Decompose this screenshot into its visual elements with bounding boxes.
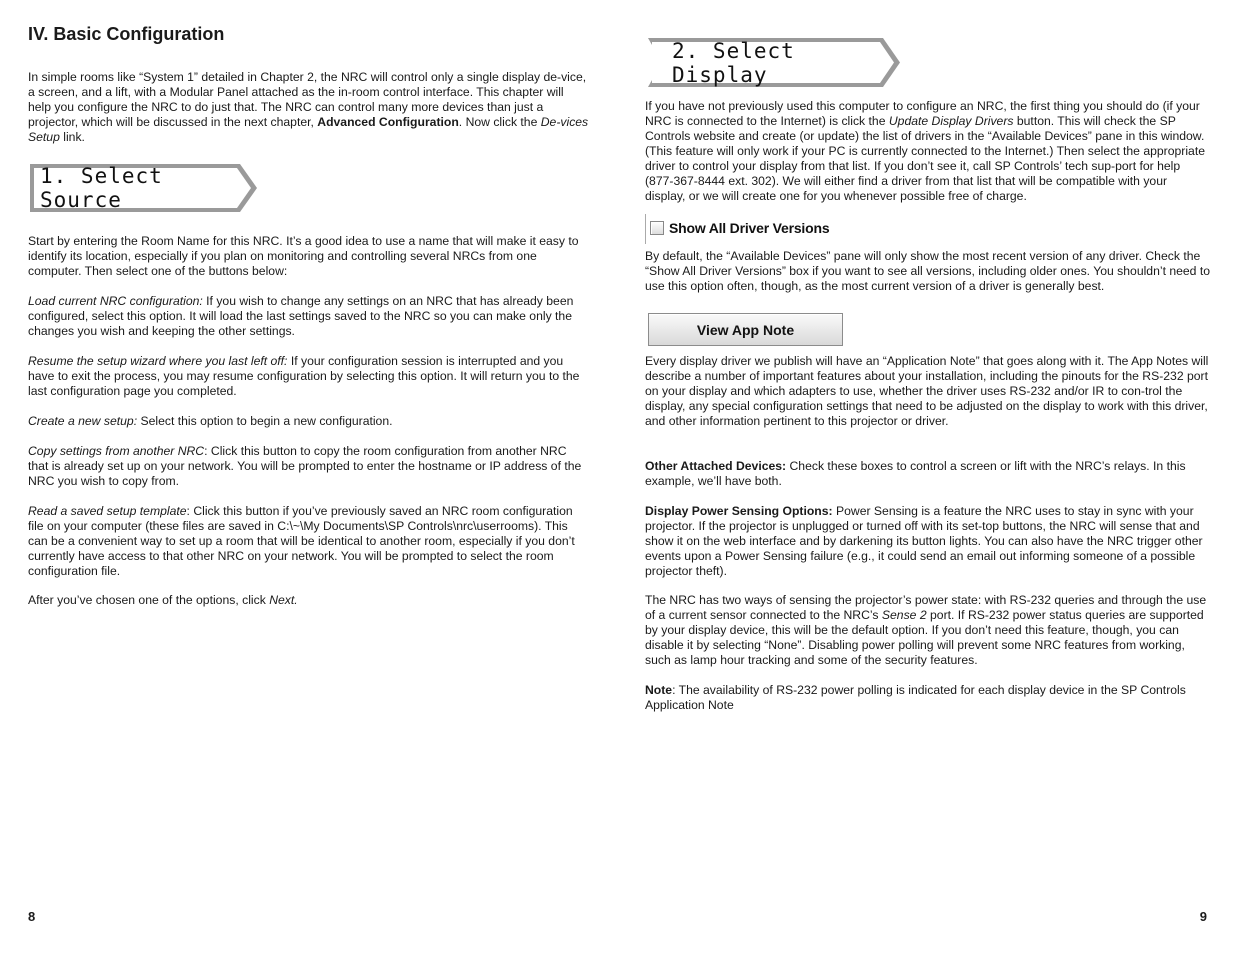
show-all-driver-versions-label: Show All Driver Versions xyxy=(669,220,830,236)
intro-text-1: In simple rooms like “System 1” detailed in Chapter 2, the NRC will control only a single display de-vice, a screen, and a lift, with a Modular Panel attached as the in-room control interface. This chapter will help you configure the NRC to do just that. The NRC can control many more devices than just a projector, which will be discussed in the next chapter, xyxy=(28,70,587,129)
power-state-italic: Sense 2 xyxy=(881,608,927,622)
start-paragraph: Start by entering the Room Name for this NRC. It’s a good idea to use a name that will make it easy to identify its location, especially if you plan on monitoring and controlling several NRCs from one computer. Then select one of the buttons below: xyxy=(28,234,579,278)
power-sensing-text: Power Sensing is a feature the NRC uses to stay in sync with your projector. If the projector is unplugged or turned off with its set-top buttons, the NRC will sense that and show it on the web interface and by darkening its button lights. You can also have the NRC trigger other events upon a Power Sensing failure (e.g., it could send an email out informing someone of a possible projector theft). xyxy=(645,504,1203,578)
note-term: Note xyxy=(645,683,673,697)
after-paragraph xyxy=(28,593,590,608)
read-template-text: : Click this button if you’ve previously saved an NRC room configuration file on your computer (these files are saved in C:\~\My Documents\SP Controls\nrc\userrooms). This can be a convenient way to set up a room that will be identical to another room, especially if you don’t currently have access to that other NRC on your network. You will be prompted to select the room configuration file. xyxy=(28,504,575,578)
read-template-paragraph xyxy=(28,504,590,579)
create-text: Select this option to begin a new configuration. xyxy=(137,414,393,428)
copy-text: : Click this button to copy the room configuration from another NRC that is already set up on your network. You will be prompted to enter the hostname or IP address of the NRC you wish to copy from. xyxy=(28,444,582,488)
intro-paragraph xyxy=(28,70,590,145)
power-sensing-term: Display Power Sensing Options: xyxy=(645,504,833,518)
intro-text-3: link. xyxy=(59,130,85,144)
other-devices-text: Check these boxes to control a screen or lift with the NRC’s relays. In this example, we’ll have both. xyxy=(645,459,1186,488)
app-note-paragraph: Every display driver we publish will have an “Application Note” that goes along with it. The App Notes will describe a number of important features about your installation, including the pinouts for the RS-232 port on your display and which adapters to use, whether the driver uses RS-232 and/or IR to con-trol the display, any special configuration settings that need to be adjusted on the display to work with this driver, and other information pertinent to this projector or driver. xyxy=(645,354,1209,428)
available-devices-paragraph: By default, the “Available Devices” pane will only show the most recent version of any driver. Check the “Show All Driver Versions” box if you want to see all versions, including older ones. You shouldn’t need to use this option often, though, as the most current version of a driver is generally best. xyxy=(645,249,1211,293)
copy-paragraph xyxy=(28,444,590,489)
chapter-heading: IV. Basic Configuration xyxy=(28,24,225,44)
divider-line xyxy=(645,214,646,244)
power-state-text-2: port. If RS-232 power status queries are supported by your display device, this will be the default option. If you don’t need this feature, though, you can disable it by selecting “None”. Disabling power polling will prevent some NRC features from working, such as lamp hour tracking and some of the security features. xyxy=(645,608,1204,667)
badge-label: 2. Select Display xyxy=(672,38,795,87)
select-display-badge xyxy=(648,38,900,87)
page-number-left: 8 xyxy=(28,909,36,924)
right-page xyxy=(645,0,1210,954)
load-config-paragraph xyxy=(28,294,590,339)
update-drivers-paragraph xyxy=(645,99,1210,204)
page-number-right: 9 xyxy=(1199,909,1207,924)
left-page xyxy=(28,0,590,954)
update-drivers-text-1: If you have not previously used this computer to configure an NRC, the first thing you should do (if your NRC is connected to the Internet) is click the xyxy=(645,99,1200,128)
note-text: : The availability of RS-232 power polling is indicated for each display device in the SP Controls Application Note xyxy=(645,683,1186,712)
view-app-note-button[interactable]: View App Note xyxy=(648,313,843,346)
create-paragraph xyxy=(28,414,590,429)
note-paragraph xyxy=(645,683,1210,713)
badge-label: 1. Select Source xyxy=(40,164,163,212)
intro-text-2: . Now click the xyxy=(458,115,541,129)
load-config-term: Load current NRC configuration: xyxy=(28,294,203,308)
update-drivers-italic: Update Display Drivers xyxy=(888,114,1014,128)
intro-italic: De-vices Setup xyxy=(28,115,589,144)
copy-term: Copy settings from another NRC xyxy=(28,444,205,458)
create-term: Create a new setup: xyxy=(28,414,138,428)
power-state-text-1: The NRC has two ways of sensing the projector’s power state: with RS-232 queries and through the use of a current sensor connected to the NRC’s xyxy=(645,593,1207,622)
resume-paragraph xyxy=(28,354,590,399)
other-devices-paragraph xyxy=(645,459,1210,489)
show-all-driver-versions-checkbox-row[interactable] xyxy=(650,220,829,236)
other-devices-term: Other Attached Devices: xyxy=(645,459,787,473)
resume-term: Resume the setup wizard where you last left off: xyxy=(28,354,288,368)
show-all-driver-versions-checkbox[interactable] xyxy=(650,221,664,235)
power-sensing-paragraph xyxy=(645,504,1210,579)
update-drivers-text-2: button. This will check the SP Controls website and create (or update) the list of drivers in the “Available Devices” pane in this window. (This feature will only work if your PC is currently connected to the Internet.) Then select the appropriate driver to control your display from that list. If you don’t see it, call SP Controls’ tech sup-port for help (877-367-8444 ext. 302). We will either find a driver from that list that will be compatible with your display, or we will create one for you whenever possible free of charge. xyxy=(645,114,1205,203)
intro-bold: Advanced Configuration xyxy=(317,115,459,129)
resume-text: If your configuration session is interrupted and you have to exit the process, you may resume configuration by selecting this option. It will return you to the last configuration page you completed. xyxy=(28,354,580,398)
load-config-text: If you wish to change any settings on an NRC that has already been configured, select this option. It will load the last settings saved to the NRC so you can make only the changes you wish and keeping the other settings. xyxy=(28,294,574,338)
after-next-italic: Next. xyxy=(269,593,298,607)
select-source-badge xyxy=(30,164,257,212)
power-state-paragraph xyxy=(645,593,1210,668)
read-template-term: Read a saved setup template xyxy=(28,504,187,518)
after-text: After you’ve chosen one of the options, click xyxy=(28,593,270,607)
